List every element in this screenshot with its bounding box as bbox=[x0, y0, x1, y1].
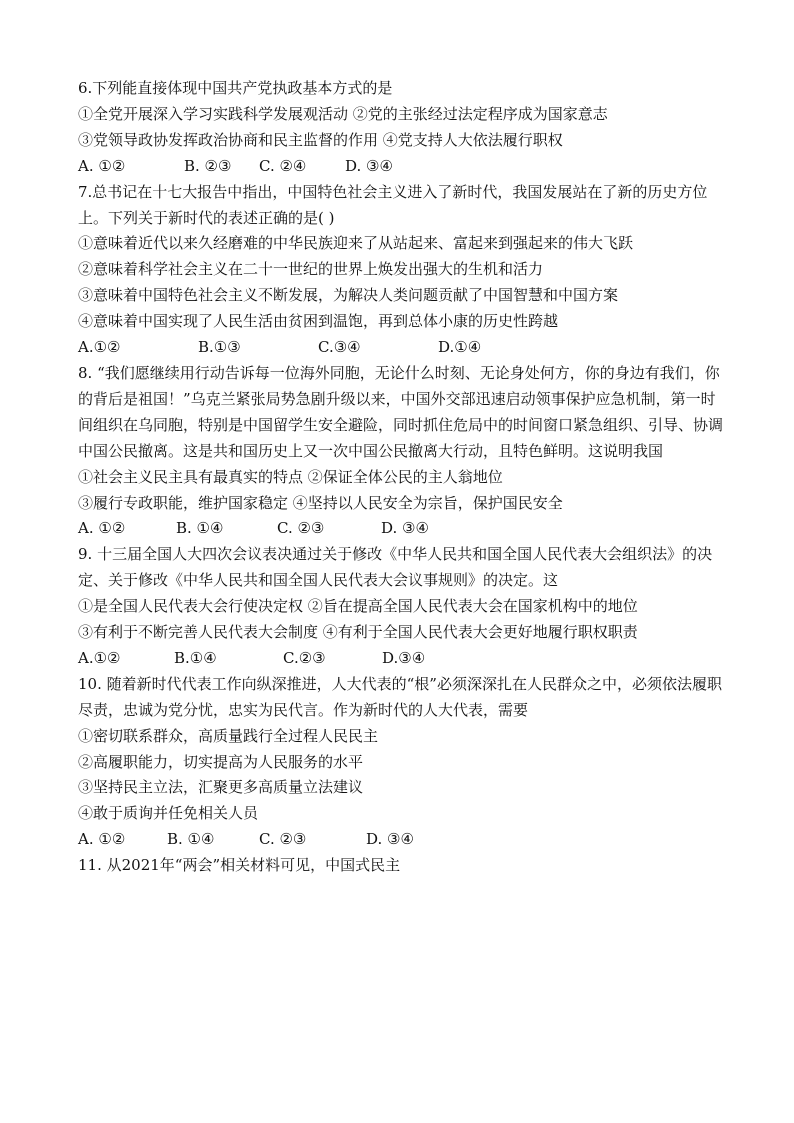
statement: ①密切联系群众，高质量践行全过程人民民主 bbox=[78, 726, 379, 745]
choice-c: C. ②④ bbox=[259, 156, 307, 175]
choice-b: B.①③ bbox=[198, 338, 241, 357]
choice-c: C. ②③ bbox=[277, 519, 325, 538]
choice-b: B.①④ bbox=[174, 648, 217, 667]
answer-choices bbox=[78, 646, 728, 672]
choice-d: D.③④ bbox=[382, 648, 426, 667]
question-6 bbox=[78, 76, 728, 180]
choice-a: A. ①② bbox=[78, 519, 126, 538]
choice-b: B. ①④ bbox=[176, 519, 224, 538]
statement: ③党领导政协发挥政治协商和民主监督的作用 ④党支持人大依法履行职权 bbox=[78, 130, 563, 149]
statement: ②意味着科学社会主义在二十一世纪的世界上焕发出强大的生机和活力 bbox=[78, 260, 544, 279]
statement: ①社会主义民主具有最真实的特点 ②保证全体公民的主人翁地位 bbox=[78, 467, 503, 486]
choice-d: D. ③④ bbox=[366, 830, 414, 849]
answer-choices bbox=[78, 827, 728, 853]
statement: ④意味着中国实现了人民生活由贫困到温饱，再到总体小康的历史性跨越 bbox=[78, 312, 559, 331]
question-stem: 9. 十三届全国人大四次会议表决通过关于修改《中华人民共和国全国人民代表大会组织法》的决定、关于修改《中华人民共和国全国人民代表大会议事规则》的决定。这 bbox=[78, 545, 713, 590]
question-stem: 6.下列能直接体现中国共产党执政基本方式的是 bbox=[78, 79, 393, 97]
question-stem: 8. “我们愿继续用行动告诉每一位海外同胞，无论什么时刻、无论身处何方，你的身边有我们，你的背后是祖国！”乌克兰紧张局势急剧升级以来，中国外交部迅速启动领事保护应急机制，第一时间组织在乌同胞，特别是中国留学生安全避险，同时抓住危局中的时间窗口紧急组织、引导、协调中国公民撤离。这是共和国历史上又一次中国公民撤离大行动，且特色鲜明。这说明我国 bbox=[78, 363, 724, 460]
statement: ①意味着近代以来久经磨难的中华民族迎来了从站起来、富起来到强起来的伟大飞跃 bbox=[78, 234, 634, 253]
statement: ④敢于质询并任免相关人员 bbox=[78, 804, 259, 823]
question-10 bbox=[78, 672, 728, 853]
choice-a: A.①② bbox=[78, 338, 121, 357]
statement: ①全党开展深入学习实践科学发展观活动 ②党的主张经过法定程序成为国家意志 bbox=[78, 104, 608, 123]
statement: ③有利于不断完善人民代表大会制度 ④有利于全国人民代表大会更好地履行职权职责 bbox=[78, 623, 638, 642]
question-9 bbox=[78, 542, 728, 672]
statement: ③履行专政职能，维护国家稳定 ④坚持以人民安全为宗旨，保护国民安全 bbox=[78, 493, 563, 512]
question-stem: 10. 随着新时代代表工作向纵深推进，人大代表的“根”必须深深扎在人民群众之中，必须依法履职尽责，忠诚为党分忧，忠实为民代言。作为新时代的人大代表，需要 bbox=[78, 674, 722, 719]
choice-c: C.②③ bbox=[283, 648, 326, 667]
choice-d: D. ③④ bbox=[381, 519, 429, 538]
choice-c: C.③④ bbox=[318, 338, 361, 357]
choice-a: A. ①② bbox=[78, 156, 126, 175]
statement: ②高履职能力，切实提高为人民服务的水平 bbox=[78, 752, 364, 771]
answer-choices bbox=[78, 516, 728, 542]
question-11 bbox=[78, 853, 728, 879]
choice-d: D. ③④ bbox=[345, 156, 393, 175]
choice-b: B. ①④ bbox=[167, 830, 215, 849]
statement: ①是全国人民代表大会行使决定权 ②旨在提高全国人民代表大会在国家机构中的地位 bbox=[78, 597, 638, 616]
answer-choices bbox=[78, 154, 728, 180]
question-8 bbox=[78, 361, 728, 542]
answer-choices bbox=[78, 335, 728, 361]
statement: ③坚持民主立法，汇聚更多高质量立法建议 bbox=[78, 778, 364, 797]
choice-b: B. ②③ bbox=[184, 156, 232, 175]
choice-d: D.①④ bbox=[438, 338, 482, 357]
question-stem: 11. 从2021年“两会”相关材料可见，中国式民主 bbox=[78, 856, 401, 875]
statement: ③意味着中国特色社会主义不断发展，为解决人类问题贡献了中国智慧和中国方案 bbox=[78, 286, 619, 305]
question-7 bbox=[78, 180, 728, 361]
choice-a: A.①② bbox=[78, 648, 121, 667]
question-stem: 7.总书记在十七大报告中指出，中国特色社会主义进入了新时代，我国发展站在了新的历史方位上。下列关于新时代的表述正确的是( ) bbox=[78, 182, 708, 227]
choice-a: A. ①② bbox=[78, 830, 126, 849]
question-list bbox=[78, 76, 728, 879]
choice-c: C. ②③ bbox=[259, 830, 307, 849]
